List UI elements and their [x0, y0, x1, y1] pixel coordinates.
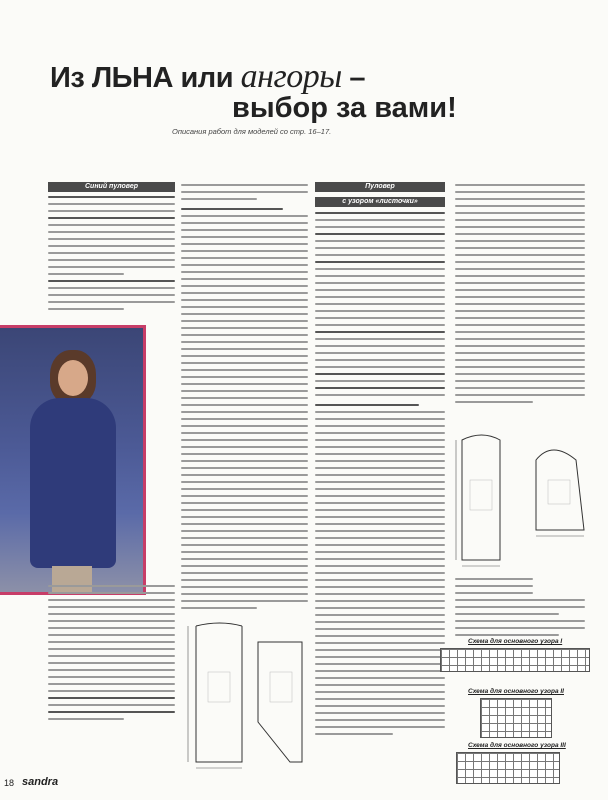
column1-text-top [48, 196, 175, 315]
page-title [50, 58, 365, 96]
scheme1-caption: Схема для основного узора I [468, 638, 563, 645]
scheme1-grid [440, 648, 590, 672]
column1-text-bottom [48, 585, 175, 725]
page-number: 18 [4, 778, 15, 788]
model-photo [0, 325, 146, 595]
column4-text [455, 184, 585, 408]
column3-text [315, 212, 445, 740]
brand-logo: sandra [22, 776, 59, 788]
title-italic: ангоры [240, 58, 342, 95]
scheme3-caption: Схема для основного узора III [468, 742, 566, 749]
scheme2-caption: Схема для основного узора II [468, 688, 564, 695]
title-dash: – [341, 62, 365, 94]
column2-text [181, 184, 308, 614]
section-heading-blue-pullover: Синий пуловер [48, 182, 175, 192]
pattern-diagram-sweater [178, 612, 310, 772]
pattern-diagram-pullover [452, 420, 592, 570]
symbol-legend [455, 578, 585, 641]
scheme2-grid [480, 698, 552, 738]
scheme3-grid [456, 752, 560, 784]
section-subheading-leaves: с узором «листочки» [315, 197, 445, 207]
page-subtitle: Описания работ для моделей со стр. 16–17. [172, 127, 332, 136]
title-part1: Из ЛЬНА или [50, 62, 241, 94]
section-heading-pullover: Пуловер [315, 182, 445, 192]
page-title-line2: выбор за вами! [232, 92, 457, 124]
